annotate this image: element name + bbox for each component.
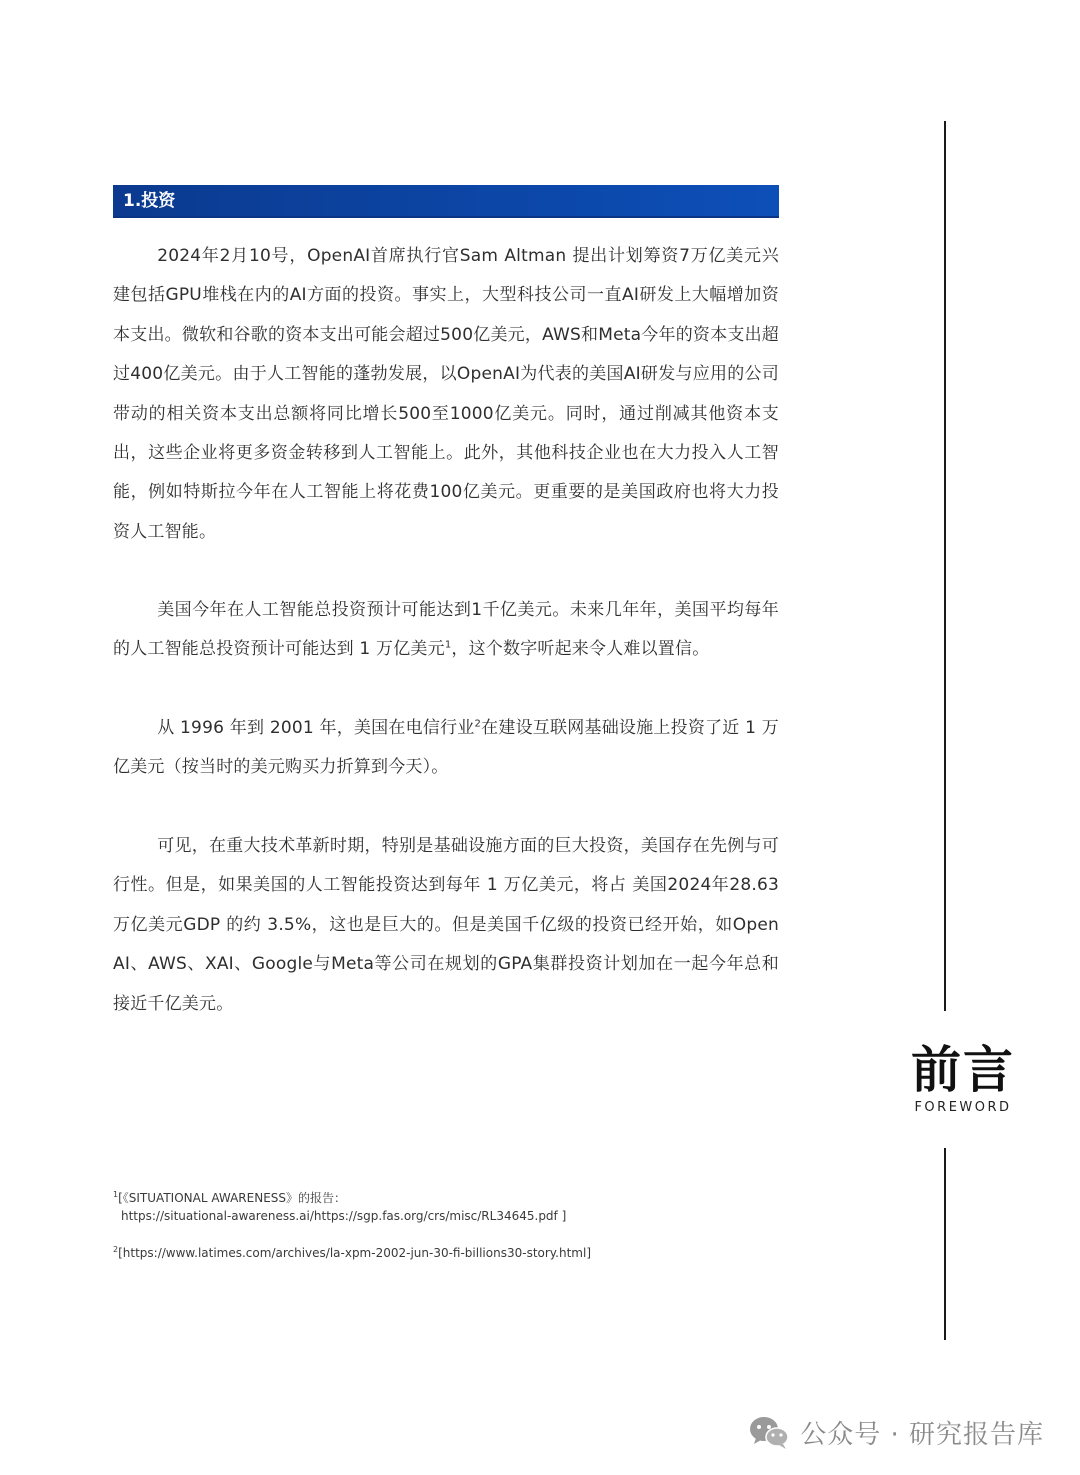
paragraph-text: 可见，在重大技术革新时期，特别是基础设施方面的巨大投资，美国存在先例与可行性。但是，如果美国的人工智能投资达到每年 1 万亿美元，将占 美国2024年28.63万亿美元GDP 的约 3.5%，这也是巨大的。但是美国千亿级的投资已经开始，如Open AI、AWS、XAI、Google与Meta等公司在规划的GPA集群投资计划加在一起今年总和接近千亿美元。 <box>113 836 779 1014</box>
paragraph-text <box>113 709 779 788</box>
side-chapter-title: 前言 <box>911 1041 1015 1099</box>
paragraph-text-part: 从 1996 年到 2001 年，美国在电信行业 <box>157 718 475 738</box>
wechat-icon <box>748 1414 790 1450</box>
paragraph-text-part: 美国今年在人工智能总投资预计可能达到1千亿美元。未来几年年，美国平均每年的人工智能总投资预计可能达到 1 万亿美元 <box>113 600 779 660</box>
vertical-rule-bottom <box>944 1148 946 1340</box>
paragraph-text <box>113 591 779 670</box>
vertical-rule-top <box>944 121 946 1011</box>
paragraph-investment-2 <box>113 591 779 670</box>
footnote-1-link[interactable]: https://situational-awareness.ai/https://sgp.fas.org/crs/misc/RL34645.pdf ] <box>121 1209 567 1223</box>
footnote-1 <box>113 1186 733 1225</box>
paragraph-investment-3 <box>113 709 779 788</box>
footnote-2 <box>113 1241 733 1262</box>
footnote-2-link[interactable]: [https://www.latimes.com/archives/la-xpm-2002-jun-30-fi-billions30-story.html] <box>118 1246 592 1260</box>
paragraph-text-part: ，这个数字听起来令人难以置信。 <box>451 639 710 660</box>
side-chapter-subtitle: FOREWORD <box>914 1100 1012 1115</box>
watermark <box>748 1412 1044 1452</box>
footnote-mark: 1 <box>113 1190 119 1199</box>
paragraph-text: 2024年2月10号，OpenAI首席执行官Sam Altman 提出计划筹资7万亿美元兴建包括GPU堆栈在内的AI方面的投资。事实上，大型科技公司一直AI研发上大幅增加资本支出。微软和谷歌的资本支出可能会超过500亿美元，AWS和Meta今年的资本支出超过400亿美元。由于人工智能的蓬勃发展，以OpenAI为代表的美国AI研发与应用的公司带动的相关资本支出总额将同比增长500至1000亿美元。同时，通过削减其他资本支出，这些企业将更多资金转移到人工智能上。此外，其他科技企业也在大力投入人工智能，例如特斯拉今年在人工智能上将花费100亿美元。更重要的是美国政府也将大力投资人工智能。 <box>113 246 779 542</box>
paragraph-investment-4 <box>113 827 779 1024</box>
footnote-ref[interactable]: 1 <box>444 639 452 651</box>
paragraph-text-part: 在建设互联网基础设施上投资了近 1 万亿美元（按当时的美元购买力折算到今天）。 <box>113 718 779 778</box>
footnote-2-line-1 <box>113 1241 733 1262</box>
paragraph-investment-1 <box>113 237 779 552</box>
footnote-text: [《SITUATIONAL AWARENESS》的报告： <box>118 1191 347 1205</box>
section-title: 1.投资 <box>123 191 176 211</box>
footnote-mark: 2 <box>113 1245 119 1254</box>
watermark-text: 公众号 · 研究报告库 <box>800 1419 1044 1450</box>
footnote-1-line-1 <box>113 1186 733 1207</box>
footnote-ref[interactable]: 2 <box>474 718 482 730</box>
section-header-bar <box>113 185 779 218</box>
